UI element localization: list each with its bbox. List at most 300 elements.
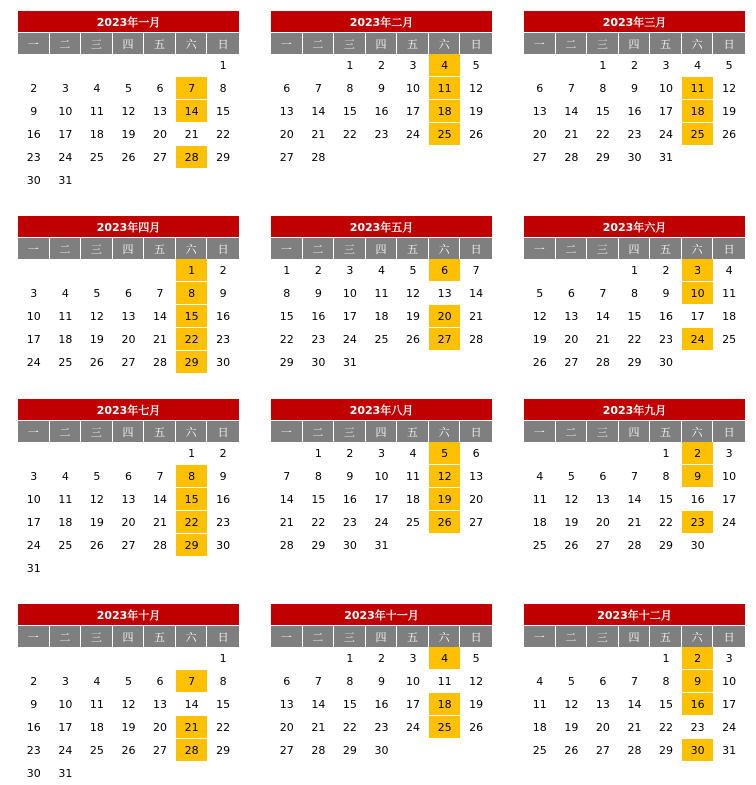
day-cell: 16	[690, 493, 705, 506]
highlighted-day-cell: 6	[429, 259, 461, 282]
day-cell: 10	[26, 493, 41, 506]
day-cell: 11	[89, 105, 104, 118]
day-cell: 9	[630, 82, 638, 95]
day-cell: 8	[630, 287, 638, 300]
empty-day-cell	[587, 442, 619, 465]
empty-day-cell	[524, 442, 556, 465]
weekday-label: 六	[682, 626, 714, 647]
highlighted-day-cell: 24	[682, 328, 714, 351]
day-cell: 15	[216, 698, 231, 711]
weekday-label: 三	[587, 238, 619, 259]
day-cell: 24	[722, 516, 737, 529]
day-cell: 10	[374, 470, 389, 483]
day-cell: 9	[377, 675, 385, 688]
day-cell: 15	[659, 493, 674, 506]
weekday-label: 四	[366, 626, 398, 647]
day-cell: 26	[532, 356, 547, 369]
highlighted-day-cell: 18	[429, 693, 461, 716]
month-block	[18, 216, 239, 374]
day-cell: 2	[30, 82, 38, 95]
day-cell: 13	[437, 287, 452, 300]
day-cell: 11	[532, 493, 547, 506]
day-cell: 24	[374, 516, 389, 529]
empty-day-cell	[113, 54, 145, 77]
day-cell: 23	[311, 333, 326, 346]
day-cell: 5	[124, 675, 132, 688]
day-cell: 21	[311, 721, 326, 734]
day-cell: 19	[121, 721, 136, 734]
empty-day-cell	[619, 647, 651, 670]
day-cell: 8	[346, 675, 354, 688]
day-grid	[524, 647, 745, 762]
day-cell: 19	[564, 721, 579, 734]
day-cell: 16	[374, 698, 389, 711]
day-cell: 12	[564, 698, 579, 711]
day-cell: 27	[595, 744, 610, 757]
day-cell: 3	[30, 287, 38, 300]
day-cell: 23	[216, 333, 231, 346]
month-title: 2023年十月	[18, 604, 239, 626]
weekday-label: 四	[619, 421, 651, 442]
highlighted-day-cell: 15	[176, 488, 208, 511]
day-cell: 7	[156, 287, 164, 300]
empty-day-cell	[144, 442, 176, 465]
highlighted-day-cell: 25	[682, 123, 714, 146]
day-cell: 16	[659, 310, 674, 323]
day-cell: 2	[377, 59, 385, 72]
day-cell: 7	[314, 675, 322, 688]
day-cell: 28	[627, 744, 642, 757]
weekday-header	[18, 33, 239, 54]
day-cell: 7	[314, 82, 322, 95]
day-cell: 5	[725, 59, 733, 72]
weekday-label: 三	[334, 238, 366, 259]
day-cell: 4	[536, 470, 544, 483]
day-cell: 2	[630, 59, 638, 72]
day-cell: 25	[722, 333, 737, 346]
day-cell: 13	[469, 470, 484, 483]
day-cell: 10	[58, 698, 73, 711]
day-cell: 13	[279, 698, 294, 711]
day-cell: 27	[279, 151, 294, 164]
day-cell: 11	[374, 287, 389, 300]
day-cell: 4	[409, 447, 417, 460]
weekday-label: 六	[429, 421, 461, 442]
weekday-label: 二	[303, 238, 335, 259]
weekday-label: 一	[524, 238, 556, 259]
weekday-header	[524, 626, 745, 647]
weekday-label: 二	[50, 33, 82, 54]
day-cell: 23	[26, 151, 41, 164]
day-cell: 29	[216, 744, 231, 757]
day-cell: 4	[377, 264, 385, 277]
weekday-label: 六	[176, 421, 208, 442]
day-cell: 20	[532, 128, 547, 141]
weekday-label: 三	[587, 33, 619, 54]
day-cell: 1	[662, 447, 670, 460]
day-cell: 18	[722, 310, 737, 323]
day-cell: 27	[564, 356, 579, 369]
day-cell: 19	[532, 333, 547, 346]
day-cell: 5	[124, 82, 132, 95]
day-cell: 12	[406, 287, 421, 300]
highlighted-day-cell: 3	[682, 259, 714, 282]
day-cell: 26	[121, 744, 136, 757]
day-cell: 18	[406, 493, 421, 506]
weekday-header	[18, 238, 239, 259]
day-cell: 26	[469, 721, 484, 734]
highlighted-day-cell: 20	[429, 305, 461, 328]
highlighted-day-cell: 2	[682, 647, 714, 670]
day-cell: 27	[121, 356, 136, 369]
empty-day-cell	[556, 259, 588, 282]
day-cell: 11	[58, 493, 73, 506]
weekday-header	[18, 421, 239, 442]
day-cell: 3	[377, 447, 385, 460]
day-cell: 26	[564, 539, 579, 552]
day-cell: 31	[374, 539, 389, 552]
day-cell: 17	[58, 721, 73, 734]
day-cell: 10	[722, 470, 737, 483]
day-cell: 15	[216, 105, 231, 118]
day-cell: 14	[153, 310, 168, 323]
weekday-label: 六	[176, 238, 208, 259]
weekday-label: 日	[217, 425, 229, 439]
day-cell: 7	[630, 675, 638, 688]
day-cell: 26	[406, 333, 421, 346]
highlighted-day-cell: 4	[429, 54, 461, 77]
day-cell: 13	[595, 493, 610, 506]
day-cell: 25	[374, 333, 389, 346]
weekday-label: 五	[650, 421, 682, 442]
day-cell: 16	[216, 493, 231, 506]
weekday-label: 四	[366, 421, 398, 442]
month-title: 2023年二月	[271, 11, 492, 33]
day-cell: 18	[89, 128, 104, 141]
weekday-label: 五	[144, 238, 176, 259]
day-cell: 1	[314, 447, 322, 460]
day-cell: 31	[26, 562, 41, 575]
day-cell: 28	[153, 356, 168, 369]
highlighted-day-cell: 16	[682, 693, 714, 716]
day-cell: 22	[279, 333, 294, 346]
highlighted-day-cell: 12	[429, 465, 461, 488]
highlighted-day-cell: 22	[176, 511, 208, 534]
empty-day-cell	[144, 647, 176, 670]
highlighted-day-cell: 21	[176, 716, 208, 739]
weekday-label: 六	[176, 33, 208, 54]
day-cell: 3	[409, 59, 417, 72]
weekday-label: 四	[113, 238, 145, 259]
weekday-label: 日	[723, 630, 735, 644]
weekday-label: 二	[50, 626, 82, 647]
day-cell: 5	[93, 470, 101, 483]
day-cell: 12	[89, 310, 104, 323]
day-grid	[524, 54, 745, 169]
day-cell: 24	[26, 356, 41, 369]
empty-day-cell	[556, 442, 588, 465]
day-grid	[271, 54, 492, 169]
day-cell: 7	[283, 470, 291, 483]
day-cell: 21	[184, 128, 199, 141]
weekday-label: 四	[113, 33, 145, 54]
month-block	[271, 11, 492, 169]
day-cell: 11	[722, 287, 737, 300]
day-cell: 8	[662, 470, 670, 483]
highlighted-day-cell: 29	[176, 351, 208, 374]
weekday-label: 五	[650, 626, 682, 647]
month-title: 2023年七月	[18, 399, 239, 421]
day-cell: 14	[184, 698, 199, 711]
highlighted-day-cell: 8	[176, 282, 208, 305]
day-cell: 13	[153, 698, 168, 711]
empty-day-cell	[113, 259, 145, 282]
day-cell: 26	[89, 356, 104, 369]
day-cell: 16	[216, 310, 231, 323]
day-cell: 14	[279, 493, 294, 506]
month-title: 2023年五月	[271, 216, 492, 238]
day-cell: 11	[406, 470, 421, 483]
day-cell: 6	[124, 287, 132, 300]
day-cell: 25	[532, 744, 547, 757]
highlighted-day-cell: 26	[429, 511, 461, 534]
day-cell: 25	[89, 151, 104, 164]
highlighted-day-cell: 25	[429, 123, 461, 146]
day-cell: 13	[121, 493, 136, 506]
highlighted-day-cell: 15	[176, 305, 208, 328]
day-cell: 17	[690, 310, 705, 323]
day-cell: 4	[694, 59, 702, 72]
highlighted-day-cell: 5	[429, 442, 461, 465]
day-cell: 27	[153, 151, 168, 164]
weekday-label: 二	[556, 421, 588, 442]
day-cell: 30	[342, 539, 357, 552]
day-cell: 6	[283, 675, 291, 688]
day-cell: 6	[599, 675, 607, 688]
day-cell: 16	[26, 128, 41, 141]
empty-day-cell	[271, 54, 303, 77]
day-cell: 31	[58, 767, 73, 780]
month-block	[524, 399, 745, 557]
day-cell: 23	[216, 516, 231, 529]
day-cell: 27	[153, 744, 168, 757]
weekday-label: 四	[113, 421, 145, 442]
day-cell: 6	[124, 470, 132, 483]
empty-day-cell	[303, 54, 335, 77]
day-cell: 24	[58, 151, 73, 164]
weekday-label: 三	[81, 33, 113, 54]
day-cell: 20	[564, 333, 579, 346]
day-cell: 21	[311, 128, 326, 141]
day-cell: 16	[627, 105, 642, 118]
month-title: 2023年十一月	[271, 604, 492, 626]
day-grid	[18, 647, 239, 785]
day-cell: 29	[279, 356, 294, 369]
day-cell: 17	[374, 493, 389, 506]
day-cell: 10	[406, 675, 421, 688]
empty-day-cell	[81, 647, 113, 670]
day-cell: 13	[279, 105, 294, 118]
day-cell: 3	[725, 447, 733, 460]
day-cell: 7	[599, 287, 607, 300]
month-block	[18, 11, 239, 192]
day-cell: 15	[342, 105, 357, 118]
day-cell: 26	[89, 539, 104, 552]
highlighted-day-cell: 1	[176, 259, 208, 282]
weekday-label: 六	[682, 33, 714, 54]
day-cell: 27	[121, 539, 136, 552]
day-cell: 1	[283, 264, 291, 277]
day-cell: 8	[219, 675, 227, 688]
weekday-label: 一	[271, 33, 303, 54]
day-cell: 3	[409, 652, 417, 665]
weekday-header	[271, 238, 492, 259]
weekday-label: 一	[271, 626, 303, 647]
day-cell: 21	[279, 516, 294, 529]
day-cell: 20	[153, 128, 168, 141]
month-title: 2023年一月	[18, 11, 239, 33]
weekday-label: 一	[18, 238, 50, 259]
weekday-label: 五	[397, 421, 429, 442]
day-cell: 8	[599, 82, 607, 95]
weekday-label: 二	[303, 33, 335, 54]
weekday-label: 日	[470, 425, 482, 439]
day-cell: 29	[342, 744, 357, 757]
day-cell: 12	[121, 105, 136, 118]
weekday-label: 一	[18, 33, 50, 54]
day-cell: 24	[342, 333, 357, 346]
day-cell: 16	[374, 105, 389, 118]
day-grid	[271, 259, 492, 374]
highlighted-day-cell: 27	[429, 328, 461, 351]
weekday-label: 日	[217, 630, 229, 644]
day-cell: 1	[346, 59, 354, 72]
weekday-label: 三	[587, 626, 619, 647]
day-cell: 19	[722, 105, 737, 118]
weekday-label: 一	[271, 238, 303, 259]
day-cell: 17	[722, 698, 737, 711]
empty-day-cell	[524, 259, 556, 282]
day-cell: 24	[659, 128, 674, 141]
day-cell: 12	[532, 310, 547, 323]
day-cell: 25	[89, 744, 104, 757]
day-cell: 9	[219, 287, 227, 300]
weekday-label: 四	[619, 33, 651, 54]
day-cell: 1	[219, 59, 227, 72]
day-cell: 20	[153, 721, 168, 734]
highlighted-day-cell: 30	[682, 739, 714, 762]
weekday-label: 五	[144, 421, 176, 442]
empty-day-cell	[81, 54, 113, 77]
day-cell: 19	[564, 516, 579, 529]
highlighted-day-cell: 25	[429, 716, 461, 739]
weekday-label: 三	[334, 33, 366, 54]
day-cell: 5	[567, 675, 575, 688]
day-cell: 29	[659, 539, 674, 552]
empty-day-cell	[556, 54, 588, 77]
empty-day-cell	[50, 54, 82, 77]
day-cell: 22	[216, 721, 231, 734]
day-cell: 17	[406, 105, 421, 118]
day-cell: 23	[374, 721, 389, 734]
day-cell: 14	[469, 287, 484, 300]
weekday-label: 六	[429, 626, 461, 647]
day-cell: 16	[26, 721, 41, 734]
day-cell: 29	[659, 744, 674, 757]
highlighted-day-cell: 8	[176, 465, 208, 488]
day-cell: 20	[469, 493, 484, 506]
highlighted-day-cell: 10	[682, 282, 714, 305]
day-cell: 31	[659, 151, 674, 164]
highlighted-day-cell: 28	[176, 146, 208, 169]
highlighted-day-cell: 19	[429, 488, 461, 511]
day-cell: 30	[216, 539, 231, 552]
day-cell: 3	[346, 264, 354, 277]
empty-day-cell	[144, 259, 176, 282]
day-cell: 2	[219, 264, 227, 277]
empty-day-cell	[524, 647, 556, 670]
empty-day-cell	[113, 647, 145, 670]
weekday-label: 日	[470, 242, 482, 256]
month-block	[524, 216, 745, 374]
weekday-label: 六	[682, 238, 714, 259]
highlighted-day-cell: 9	[682, 465, 714, 488]
month-block	[271, 604, 492, 762]
day-cell: 29	[627, 356, 642, 369]
day-cell: 18	[374, 310, 389, 323]
empty-day-cell	[18, 647, 50, 670]
day-cell: 25	[58, 539, 73, 552]
day-cell: 9	[377, 82, 385, 95]
day-cell: 9	[30, 698, 38, 711]
day-cell: 12	[722, 82, 737, 95]
weekday-label: 日	[723, 37, 735, 51]
weekday-label: 二	[50, 238, 82, 259]
day-cell: 17	[406, 698, 421, 711]
weekday-label: 三	[334, 626, 366, 647]
day-cell: 17	[58, 128, 73, 141]
day-cell: 8	[219, 82, 227, 95]
empty-day-cell	[271, 647, 303, 670]
weekday-label: 二	[556, 238, 588, 259]
day-cell: 9	[314, 287, 322, 300]
day-cell: 15	[595, 105, 610, 118]
day-grid	[524, 259, 745, 374]
day-cell: 14	[311, 105, 326, 118]
day-cell: 21	[469, 310, 484, 323]
highlighted-day-cell: 9	[682, 670, 714, 693]
empty-day-cell	[176, 54, 208, 77]
day-cell: 2	[219, 447, 227, 460]
day-cell: 19	[121, 128, 136, 141]
day-cell: 27	[595, 539, 610, 552]
day-cell: 4	[536, 675, 544, 688]
month-title: 2023年四月	[18, 216, 239, 238]
weekday-header	[271, 626, 492, 647]
day-cell: 11	[89, 698, 104, 711]
day-cell: 10	[659, 82, 674, 95]
empty-day-cell	[587, 647, 619, 670]
day-cell: 6	[536, 82, 544, 95]
day-cell: 16	[342, 493, 357, 506]
day-cell: 18	[58, 516, 73, 529]
day-cell: 22	[342, 721, 357, 734]
empty-day-cell	[50, 647, 82, 670]
empty-day-cell	[18, 54, 50, 77]
day-grid	[18, 442, 239, 580]
day-cell: 13	[121, 310, 136, 323]
day-cell: 2	[346, 447, 354, 460]
